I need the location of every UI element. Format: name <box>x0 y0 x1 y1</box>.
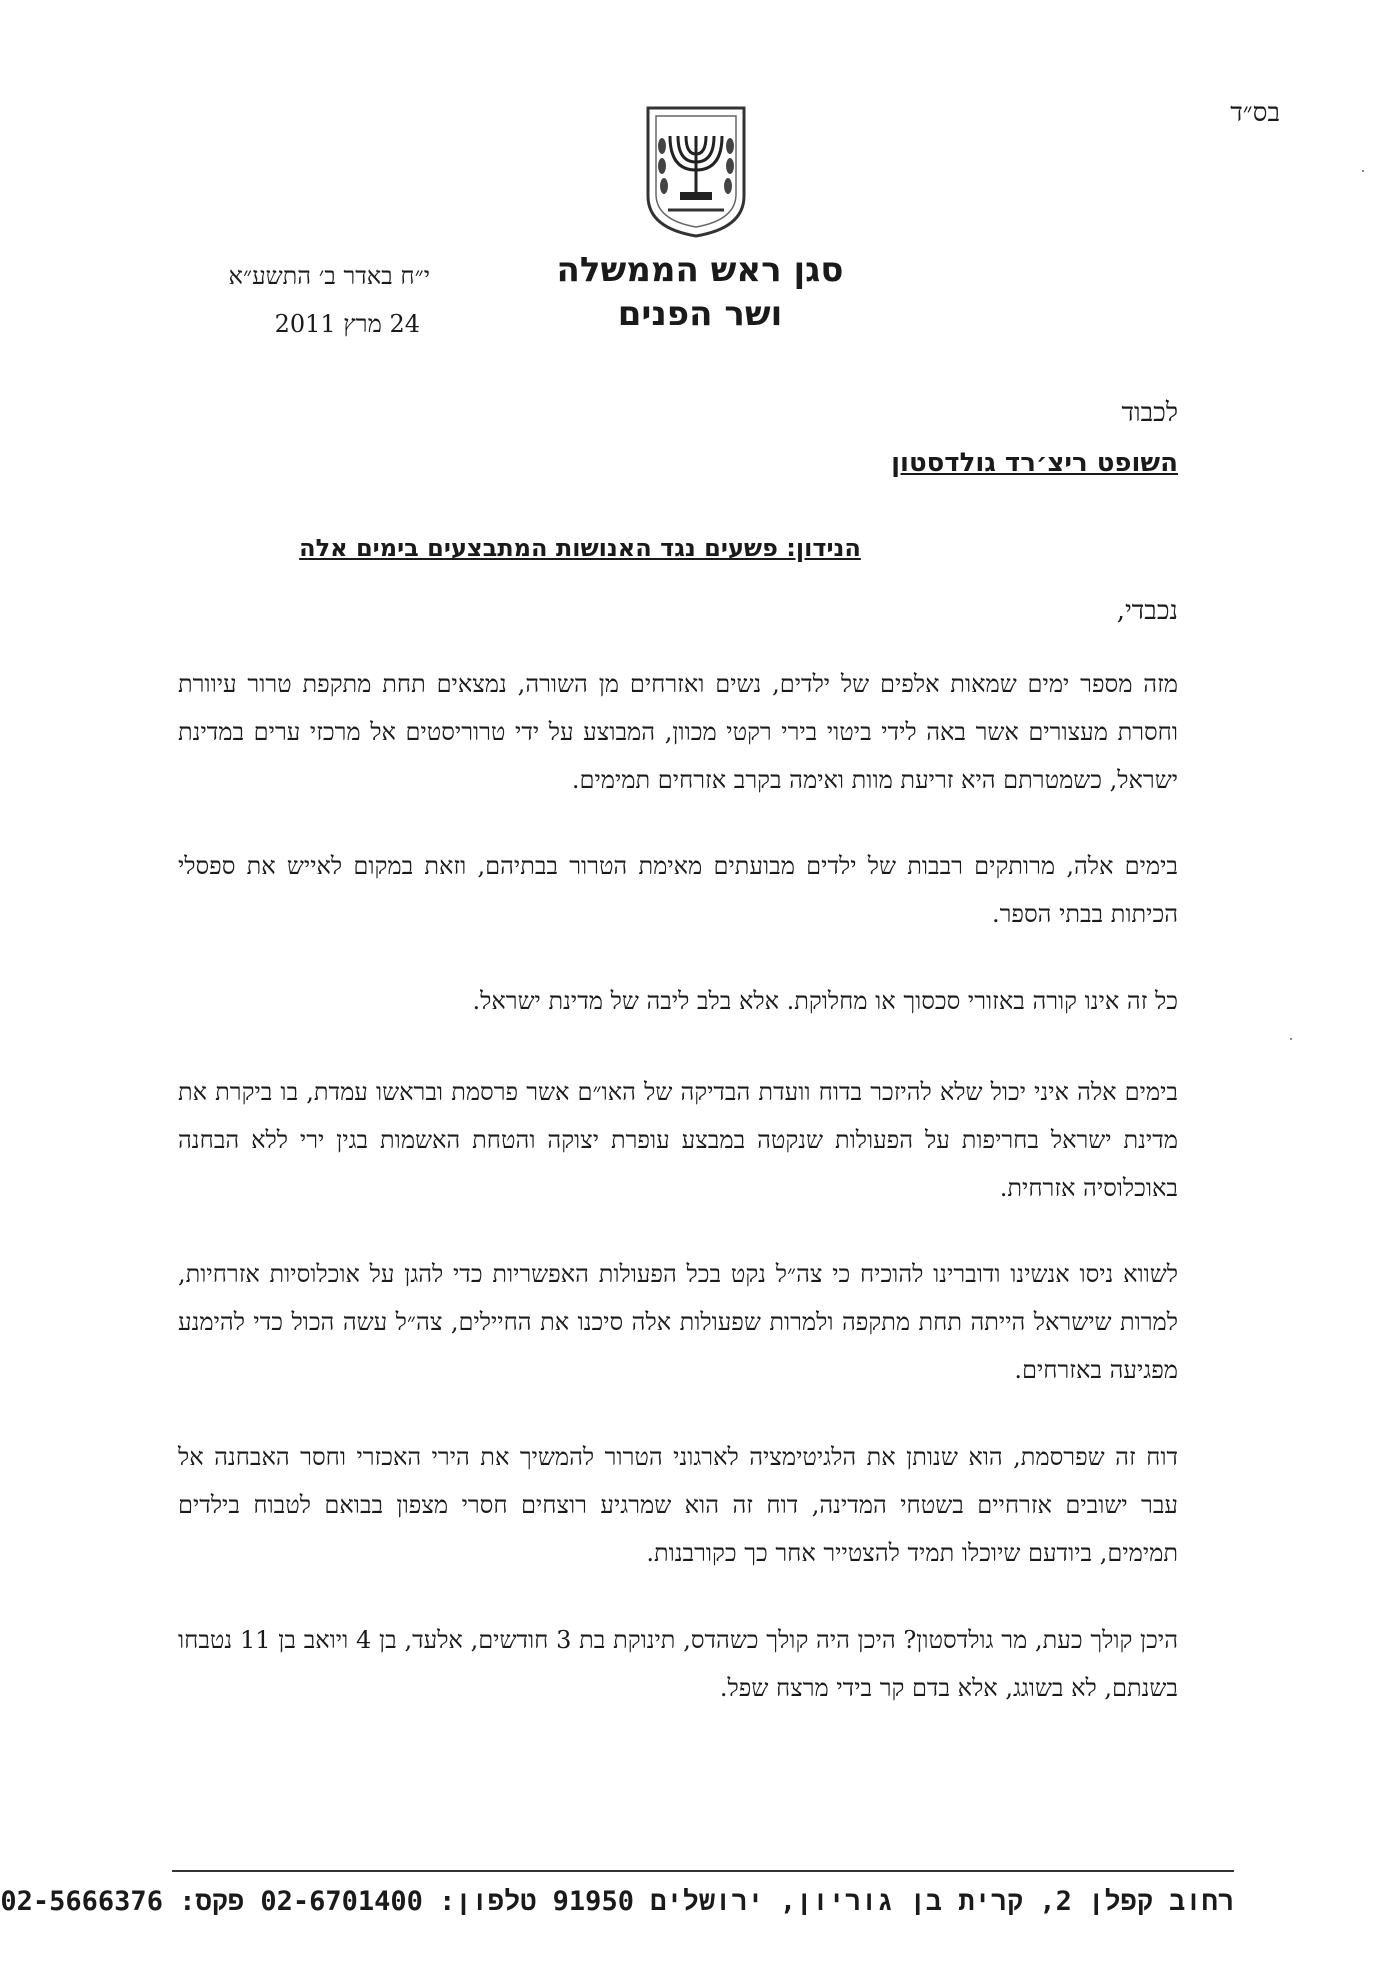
state-emblem-menorah-icon <box>638 96 754 238</box>
office-title-line1: סגן ראש הממשלה <box>556 250 844 290</box>
office-title-line2: ושר הפנים <box>617 294 783 334</box>
paragraph-7: היכן קולך כעת, מר גולדסטון? היכן היה קולך כשהדס, תינוקת בת 3 חודשים, אלעד, בן 4 ויואב בן 11 נטבחו בשנתם, לא בשוגג, אלא בדם קר בידי מרצח שפל. <box>178 1626 1179 1702</box>
bsd-mark: בס״ד <box>1230 98 1280 128</box>
paragraph-4: בימים אלה איני יכול שלא להיזכר בדוח וועדת הבדיקה של האו״ם אשר פרסמת ובראשו עמדת, בו ביקרת את מדינת ישראל בחריפות על הפעולות שנקטה במבצע עופרת יצוקה והטחת האשמות בגין ירי ללא הבחנה באוכלוסיה אזרחית. <box>178 1078 1178 1202</box>
footer-divider <box>172 1870 1234 1872</box>
scan-speck <box>1362 170 1364 172</box>
footer-address: רחוב קפלן 2, קרית בן גוריון, ירושלים 91950 טלפון: 02-6701400 פקס: 02-5666376 <box>0 1886 1234 1917</box>
paragraph-3: כל זה אינו קורה באזורי סכסוך או מחלוקת. אלא בלב ליבה של מדינת ישראל. <box>472 987 1178 1015</box>
paragraph-1: מזה מספר ימים שמאות אלפים של ילדים, נשים ואזרחים מן השורה, נמצאים תחת מתקפת טרור עיוורת וחסרת מעצורים אשר באה לידי ביטוי בירי רקטי מכוון, המבוצע על ידי טרוריסטים אל מרכזי ערים במדינת ישראל, כשמטרתם היא זריעת מוות ואימה בקרב אזרחים תמימים. <box>178 670 1178 794</box>
greeting: נכבדי, <box>1116 596 1178 626</box>
paragraph-6: דוח זה שפרסמת, הוא שנותן את הלגיטימציה לארגוני הטרור להמשיך את הירי האכזרי וחסר האבחנה אל עבר ישובים אזרחיים בשטחי המדינה, דוח זה הוא שמרגיע רוצחים חסרי מצפון בבואם לטבוח בילדים תמימים, ביודעם שיוכלו תמיד להצטייר אחר כך כקורבנות. <box>178 1443 1178 1567</box>
office-title <box>480 248 920 336</box>
salutation: לכבוד <box>1121 398 1178 428</box>
hebrew-date: י״ח באדר ב׳ התשע״א <box>228 262 430 290</box>
recipient-name: השופט ריצ׳רד גולדסטון <box>891 448 1178 478</box>
paragraph-2: בימים אלה, מרותקים רבבות של ילדים מבועתים מאימת הטרור בבתיהם, וזאת במקום לאייש את ספסלי הכיתות בבתי הספר. <box>178 852 1178 928</box>
scan-speck <box>1290 1038 1292 1040</box>
subject-line: הנידון: פשעים נגד האנושות המתבצעים בימים אלה <box>299 534 861 562</box>
gregorian-date: 24 מרץ 2011 <box>274 310 420 338</box>
paragraph-5: לשווא ניסו אנשינו ודוברינו להוכיח כי צה״ל נקט בכל הפעולות האפשריות כדי להגן על אוכלוסיות אזרחיות, למרות שישראל הייתה תחת מתקפה ולמרות שפעולות אלה סיכנו את החיילים, צה״ל עשה הכול כדי להימנע מפגיעה באזרחים. <box>178 1260 1178 1384</box>
